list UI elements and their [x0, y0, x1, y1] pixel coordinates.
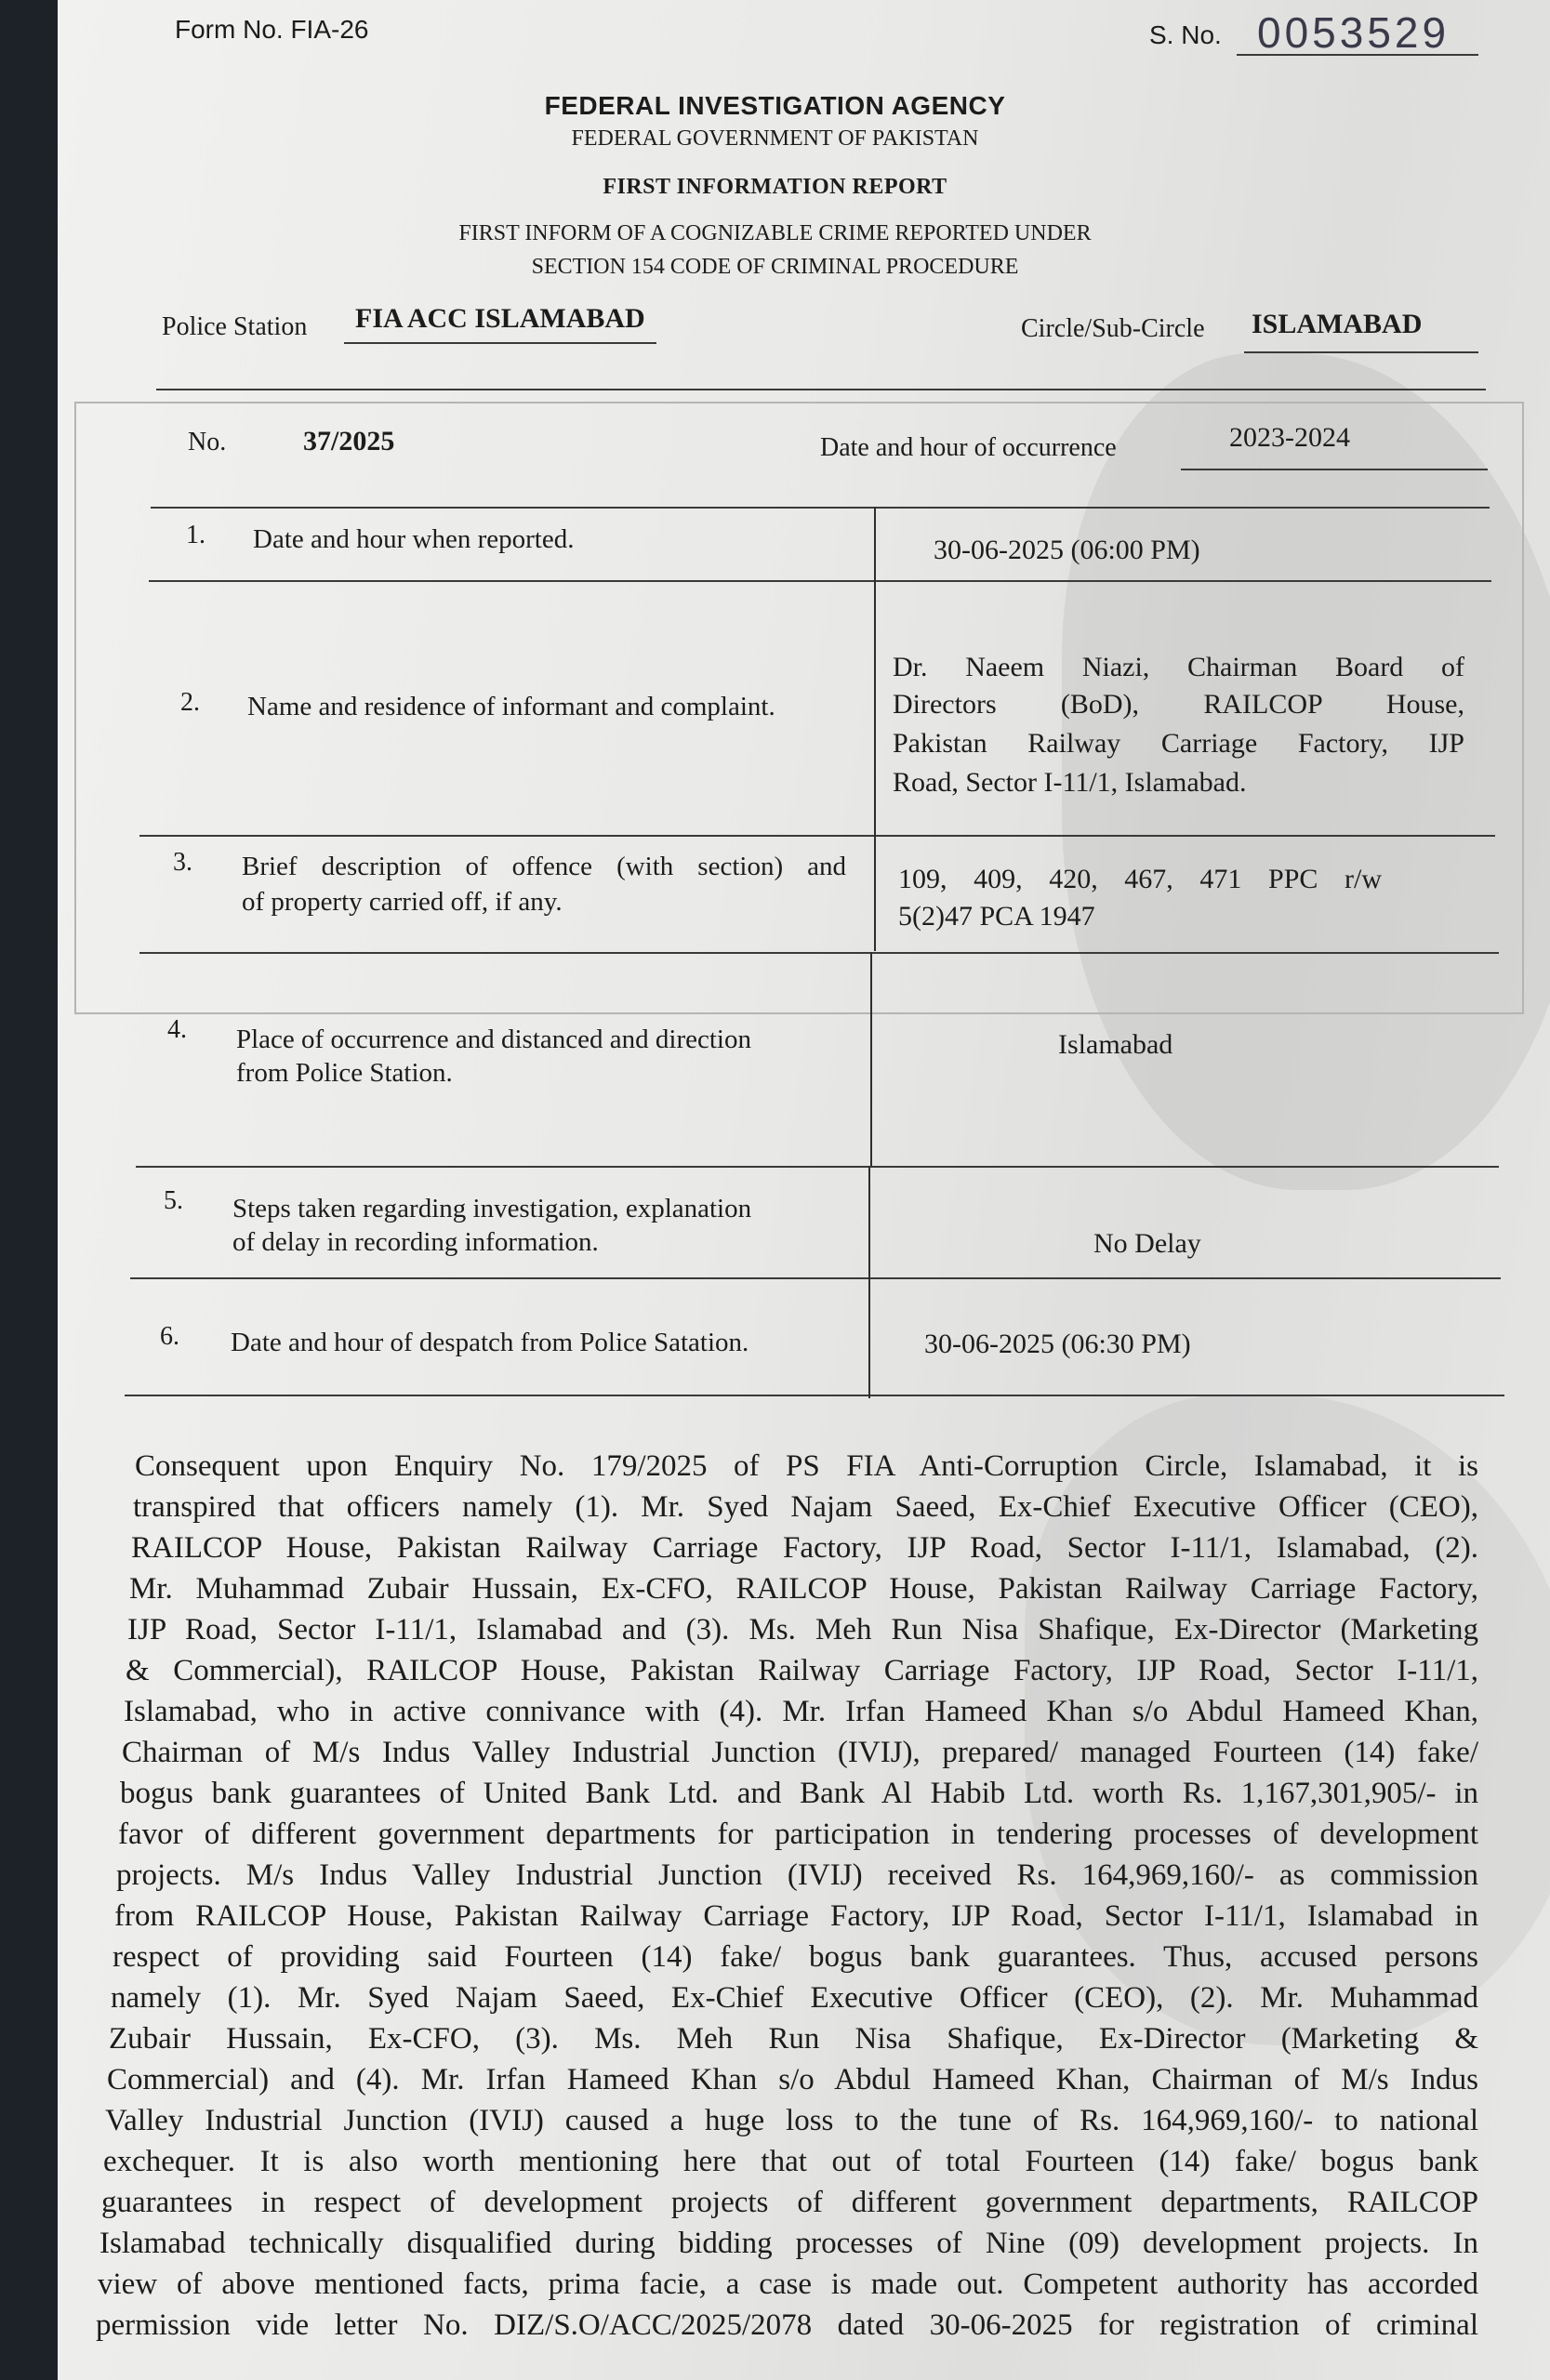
row-5-label-line: of delay in recording information. — [232, 1227, 599, 1257]
narrative-line: & Commercial), RAILCOP House, Pakistan Railway Carriage Factory, IJP Road, Sector I-11/1, — [126, 1654, 1478, 1687]
narrative-line: favor of different government departments for participation in tendering processes of development — [118, 1818, 1478, 1851]
narrative-line: from RAILCOP House, Pakistan Railway Carriage Factory, IJP Road, Sector I-11/1, Islamabad in — [114, 1899, 1478, 1933]
narrative-line: Commercial) and (4). Mr. Irfan Hameed Khan s/o Abdul Hameed Khan, Chairman of M/s Indus — [107, 2063, 1478, 2096]
occurrence-label: Date and hour of occurrence — [820, 433, 1117, 462]
narrative-line: exchequer. It is also worth mentioning here that out of total Fourteen (14) fake/ bogus bank — [103, 2145, 1478, 2178]
subtitle-line-1: FIRST INFORM OF A COGNIZABLE CRIME REPORTED UNDER — [458, 221, 1092, 245]
serial-label: S. No. — [1149, 20, 1222, 49]
table-rule — [136, 1166, 1499, 1168]
row-1-label: Date and hour when reported. — [253, 524, 575, 554]
narrative-line: Consequent upon Enquiry No. 179/2025 of PS FIA Anti-Corruption Circle, Islamabad, it is — [135, 1449, 1478, 1483]
narrative-line: guarantees in respect of development projects of different government departments, RAILCOP — [101, 2186, 1478, 2219]
row-2-label: Name and residence of informant and complaint. — [247, 692, 775, 721]
occurrence-value: 2023-2024 — [1229, 422, 1350, 453]
narrative-line: Chairman of M/s Indus Valley Industrial Junction (IVIJ), prepared/ managed Fourteen (14) fake/ — [122, 1736, 1478, 1769]
form-number: Form No. FIA-26 — [175, 15, 369, 44]
row-4-value: Islamabad — [1058, 1029, 1173, 1060]
row-6-label: Date and hour of despatch from Police Satation. — [231, 1328, 749, 1357]
report-no-label: No. — [188, 428, 227, 456]
narrative-line: respect of providing said Fourteen (14) fake/ bogus bank guarantees. Thus, accused persons — [113, 1940, 1478, 1974]
row-5-label-line: Steps taken regarding investigation, explanation — [232, 1194, 752, 1223]
agency-name: FEDERAL INVESTIGATION AGENCY — [544, 91, 1006, 120]
narrative-line: transpired that officers namely (1). Mr. Syed Najam Saeed, Ex-Chief Executive Officer (CEO), — [133, 1490, 1478, 1524]
table-rule — [125, 1395, 1504, 1396]
police-station-value: FIA ACC ISLAMABAD — [355, 303, 645, 334]
row-1-number: 1. — [186, 521, 205, 549]
row-2-number: 2. — [180, 688, 200, 717]
row-5-number: 5. — [164, 1186, 183, 1215]
serial-underline — [1237, 54, 1478, 56]
serial-number: 0053529 — [1257, 8, 1451, 57]
narrative-line: IJP Road, Sector I-11/1, Islamabad and (3). Ms. Meh Run Nisa Shafique, Ex-Director (Marketing — [127, 1613, 1478, 1646]
table-rule — [130, 1277, 1501, 1279]
circle-underline — [1244, 351, 1478, 353]
subtitle-line-2: SECTION 154 CODE OF CRIMINAL PROCEDURE — [531, 255, 1019, 279]
narrative-line: Zubair Hussain, Ex-CFO, (3). Ms. Meh Run Nisa Shafique, Ex-Director (Marketing & — [109, 2022, 1478, 2056]
narrative-line: RAILCOP House, Pakistan Railway Carriage Factory, IJP Road, Sector I-11/1, Islamabad, (2). — [131, 1531, 1478, 1565]
row-3-label-line: of property carried off, if any. — [242, 887, 563, 917]
narrative-line: Islamabad technically disqualified during bidding processes of Nine (09) development projects. In — [99, 2227, 1478, 2260]
column-divider — [874, 507, 876, 951]
occurrence-underline — [1181, 469, 1488, 470]
row-4-label-line: from Police Station. — [236, 1058, 453, 1088]
row-2-value-line: Road, Sector I-11/1, Islamabad. — [893, 767, 1247, 798]
police-station-label: Police Station — [162, 312, 308, 341]
circle-value: ISLAMABAD — [1252, 309, 1423, 339]
row-3-value-line: 5(2)47 PCA 1947 — [898, 901, 1095, 932]
row-5-value: No Delay — [1093, 1228, 1201, 1259]
column-divider — [868, 1166, 870, 1398]
narrative-line: projects. M/s Indus Valley Industrial Junction (IVIJ) received Rs. 164,969,160/- as commission — [116, 1858, 1478, 1892]
row-6-number: 6. — [160, 1322, 179, 1351]
header-rule — [156, 389, 1486, 390]
narrative-line: bogus bank guarantees of United Bank Ltd. and Bank Al Habib Ltd. worth Rs. 1,167,301,905/- in — [120, 1777, 1478, 1810]
row-4-label-line: Place of occurrence and distanced and direction — [236, 1025, 751, 1054]
table-rule — [149, 580, 1491, 582]
table-rule — [139, 835, 1495, 837]
report-title: FIRST INFORMATION REPORT — [603, 175, 947, 199]
table-rule — [139, 952, 1499, 954]
circle-label: Circle/Sub-Circle — [1021, 314, 1205, 343]
narrative-line: namely (1). Mr. Syed Najam Saeed, Ex-Chief Executive Officer (CEO), (2). Mr. Muhammad — [111, 1981, 1478, 2015]
row-1-value: 30-06-2025 (06:00 PM) — [934, 535, 1200, 565]
table-rule — [151, 507, 1490, 509]
row-6-value: 30-06-2025 (06:30 PM) — [924, 1329, 1191, 1359]
government-name: FEDERAL GOVERNMENT OF PAKISTAN — [571, 126, 979, 151]
column-divider — [870, 952, 872, 1166]
narrative-line: permission vide letter No. DIZ/S.O/ACC/2025/2078 dated 30-06-2025 for registration of criminal — [96, 2308, 1478, 2342]
row-2-value-line: Directors (BoD), RAILCOP House, — [893, 689, 1464, 720]
report-no-value: 37/2025 — [303, 426, 395, 456]
row-3-label-line: Brief description of offence (with section) and — [242, 852, 846, 881]
row-4-number: 4. — [167, 1015, 187, 1044]
narrative-line: Mr. Muhammad Zubair Hussain, Ex-CFO, RAILCOP House, Pakistan Railway Carriage Factory, — [129, 1572, 1478, 1606]
row-3-value-line: 109, 409, 420, 467, 471 PPC r/w — [898, 864, 1382, 894]
row-2-value-line: Pakistan Railway Carriage Factory, IJP — [893, 728, 1464, 759]
narrative-line: Islamabad, who in active connivance with (4). Mr. Irfan Hameed Khan s/o Abdul Hameed Khan, — [124, 1695, 1478, 1728]
narrative-line: Valley Industrial Junction (IVIJ) caused a huge loss to the tune of Rs. 164,969,160/- to national — [105, 2104, 1478, 2137]
narrative-line: view of above mentioned facts, prima facie, a case is made out. Competent authority has accorded — [98, 2268, 1478, 2301]
row-2-value-line: Dr. Naeem Niazi, Chairman Board of — [893, 652, 1464, 682]
row-3-number: 3. — [173, 848, 192, 877]
police-station-underline — [344, 342, 656, 344]
